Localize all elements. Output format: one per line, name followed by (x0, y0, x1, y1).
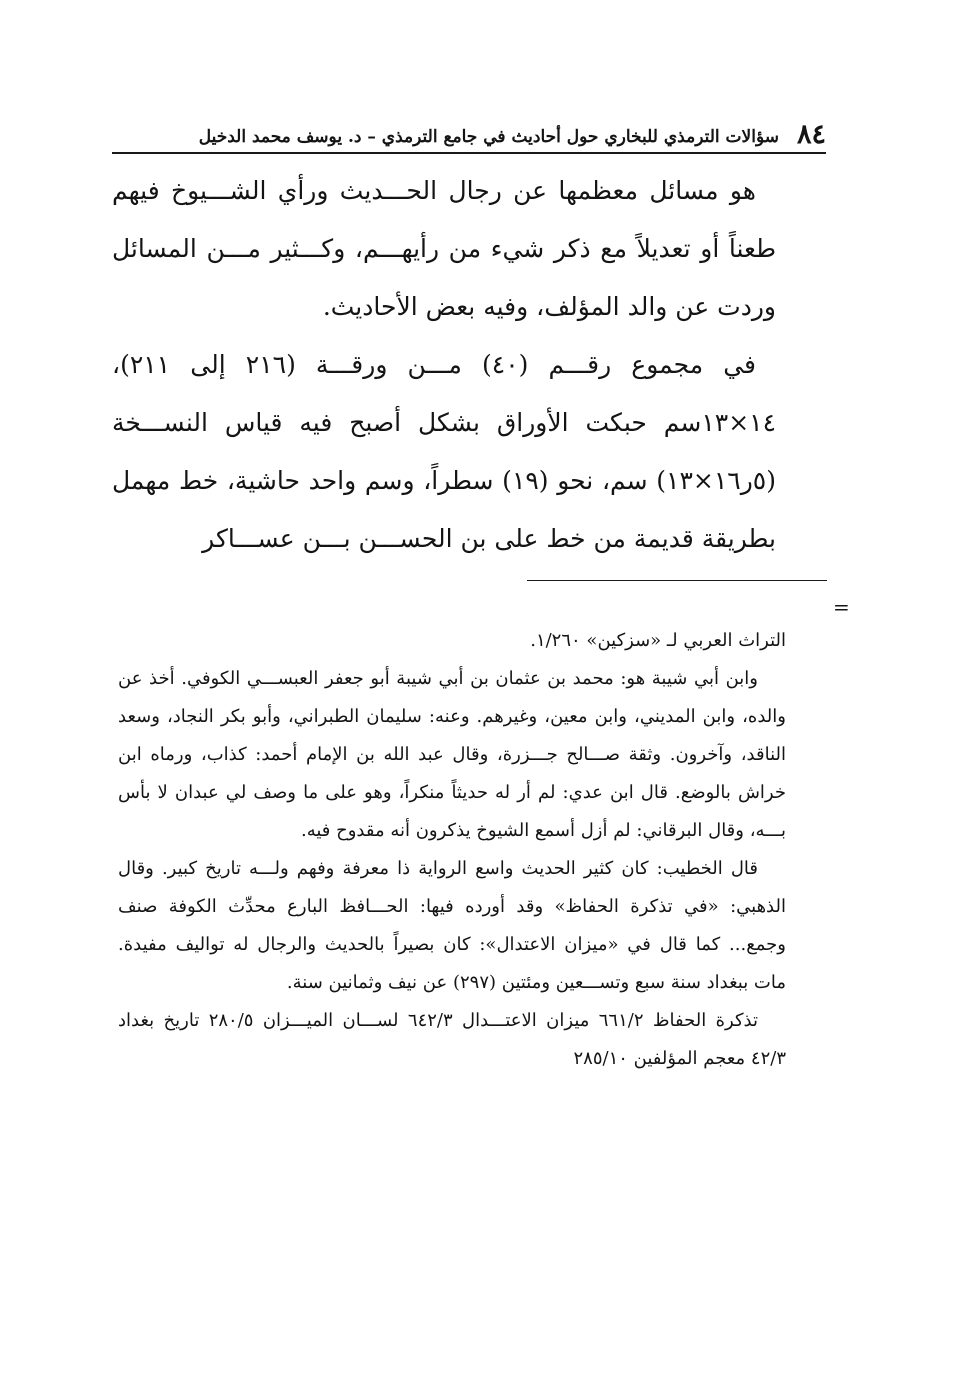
page-number: ٨٤ (796, 119, 826, 150)
page-header (112, 116, 826, 154)
main-paragraph: في مجموع رقـــم (٤٠) مـــن ورقـــة (٢١٦ إلى ٢١١)، ١٤×١٣سم حبكت الأوراق بشكل أصبح فيه قياس النســـخة (٥ر١٦×١٣) سم، نحو (١٩) سطراً، وسم واحد حاشية، خط مهمل بطريقة قديمة من خط على بن الحســـن بـــن عســـاكر (112, 350, 776, 553)
footnote-continuation-mark: = (833, 595, 850, 619)
footnote-paragraph: وابن أبي شيبة هو: محمد بن عثمان بن أبي شيبة أبو جعفر العبســـي الكوفي. أخذ عن والده، وابن المديني، وابن معين، وغيرهم. وعنه: سليمان الطبراني، وأبو بكر النجاد، وسعد الناقد، وآخرون. وثقة صـــالح جـــزرة، وقال عبد الله بن الإمام أحمد: كذاب، ورماه ابن خراش بالوضع. قال ابن عدي: لم أر له حديثاً منكراً، وهو على ما وصف لي عبدان لا بأس بـــه، وقال البرقاني: لم أزل أسمع الشيوخ يذكرون أنه مقدوح فيه. (118, 668, 786, 841)
footnote-paragraph: تذكرة الحفاظ ٦٦١/٢ ميزان الاعتـــدال ٦٤٢/٣ لســـان الميـــزان ٢٨٠/٥ تاريخ بغداد ٤٢/٣ معجم المؤلفين ٢٨٥/١٠ (118, 1010, 786, 1069)
footnote-paragraph: قال الخطيب: كان كثير الحديث واسع الرواية ذا معرفة وفهم ولـــه تاريخ كبير. وقال الذهبي: «في تذكرة الحفاظ» وقد أورده فيها: الحـــافظ البارع محدِّث الكوفة صنف وجمع... كما قال في «ميزان الاعتدال»: كان بصيراً بالحديث والرجال له تواليف مفيدة. مات ببغداد سنة سبع وتســـعين ومئتين (٢٩٧) عن نيف وثمانين سنة. (118, 858, 786, 993)
footnote-separator (527, 580, 827, 581)
running-title: سؤالات الترمذي للبخاري حول أحاديث في جامع الترمذي – د. يوسف محمد الدخيل (198, 127, 779, 147)
main-paragraph: هو مسائل معظمها عن رجال الحـــديث ورأي الشـــيوخ فيهم طعناً أو تعديلاً مع ذكر شيء من رأيهـــم، وكـــثير مـــن المسائل وردت عن والد المؤلف، وفيه بعض الأحاديث. (112, 176, 776, 321)
footnotes (118, 622, 786, 1078)
footnote-paragraph: التراث العربي لـ «سزكين» ١/٢٦٠. (530, 630, 786, 651)
main-text (112, 162, 776, 568)
